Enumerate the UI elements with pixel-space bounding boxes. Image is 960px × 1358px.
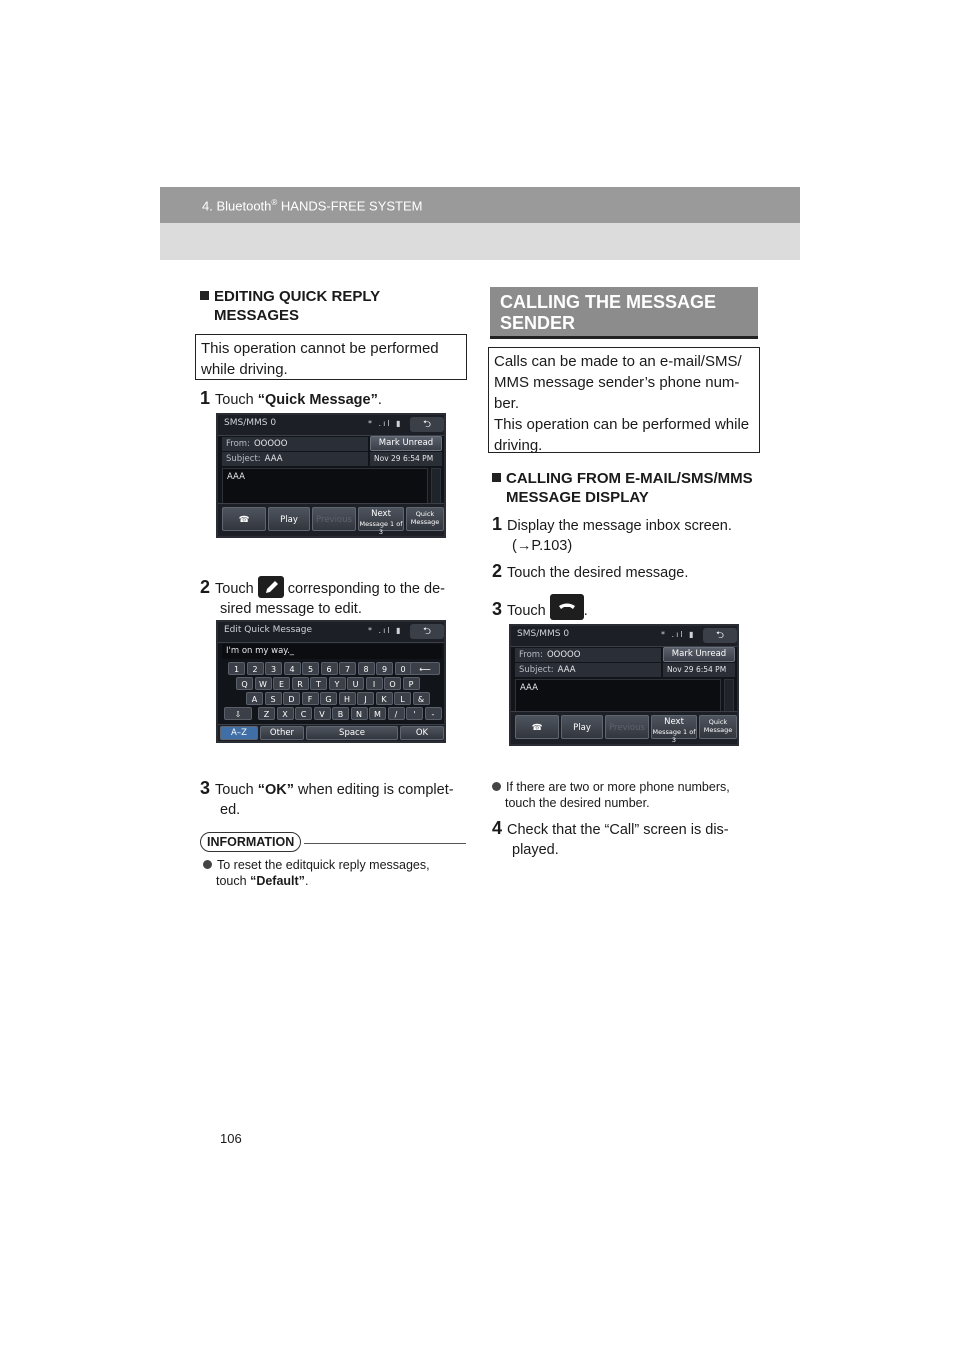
edit-quick-message-screen-image (216, 620, 446, 743)
phone-icon: ☎ (238, 515, 250, 525)
phone-icon (550, 594, 584, 620)
key-s[interactable]: S (265, 692, 282, 705)
header-band (160, 187, 800, 223)
shift-key[interactable]: ⇩ (224, 707, 252, 720)
key-f[interactable]: F (302, 692, 319, 705)
screen-title: SMS/MMS 0 (224, 418, 277, 428)
message-screen-image-right (509, 624, 739, 746)
square-bullet-icon (492, 473, 501, 482)
status-icons: * .ıl ▮ (368, 626, 403, 635)
key-ampersand[interactable]: & (413, 692, 430, 705)
key-0[interactable]: 0 (395, 662, 412, 675)
screen-title: Edit Quick Message (224, 625, 313, 635)
key-w[interactable]: W (255, 677, 272, 690)
play-button[interactable]: Play (561, 715, 603, 739)
step-3-right: 3 Touch . (492, 594, 760, 621)
other-button[interactable]: Other (260, 726, 304, 740)
call-button[interactable] (222, 507, 266, 531)
play-button[interactable]: Play (268, 507, 310, 531)
step-2-right: 2 Touch the desired message. (492, 561, 689, 581)
information-bullet: To reset the editquick reply messages, touch “Default”. (203, 857, 468, 889)
key-x[interactable]: X (277, 707, 294, 720)
back-button[interactable]: ⮌ (703, 628, 737, 643)
step-4-right: 4 Check that the “Call” screen is dis- played. (492, 818, 729, 858)
key-9[interactable]: 9 (376, 662, 393, 675)
key-m[interactable]: M (369, 707, 386, 720)
key-slash[interactable]: / (388, 707, 405, 720)
information-rule (304, 843, 466, 844)
date-field: Nov 29 6:54 PM (663, 663, 735, 677)
back-button[interactable]: ⮌ (410, 624, 444, 639)
key-p[interactable]: P (403, 677, 420, 690)
step-3-left: 3 Touch “OK” when editing is complet- ed. (200, 778, 454, 818)
subheading-calling-from-display: CALLING FROM E-MAIL/SMS/MMS MESSAGE DISPLAY (492, 469, 762, 507)
key-r[interactable]: R (292, 677, 309, 690)
section-heading: 4. Bluetooth® HANDS-FREE SYSTEM (202, 198, 423, 214)
mark-unread-button[interactable]: Mark Unread (663, 647, 735, 662)
previous-button[interactable]: Previous (605, 715, 649, 739)
key-n[interactable]: N (351, 707, 368, 720)
key-a[interactable]: A (246, 692, 263, 705)
key-z[interactable]: Z (258, 707, 275, 720)
note-box-driving: This operation cannot be performed while driving. (195, 334, 467, 380)
key-g[interactable]: G (320, 692, 337, 705)
page-number: 106 (220, 1131, 242, 1146)
square-bullet-icon (200, 291, 209, 300)
key-c[interactable]: C (295, 707, 312, 720)
bullet-icon (492, 782, 501, 791)
key-7[interactable]: 7 (339, 662, 356, 675)
bullet-multiple-numbers: If there are two or more phone numbers, touch the desired number. (492, 779, 760, 811)
back-button[interactable]: ⮌ (410, 417, 444, 432)
key-o[interactable]: O (384, 677, 401, 690)
section-title-calling-sender: CALLING THE MESSAGE SENDER (490, 287, 758, 339)
status-icons: * .ıl ▮ (661, 630, 696, 639)
key-d[interactable]: D (283, 692, 300, 705)
page-header (160, 187, 800, 260)
from-field: From: OOOOO (222, 437, 368, 451)
screen-title-bar (218, 622, 444, 643)
key-i[interactable]: I (366, 677, 383, 690)
message-screen-image (216, 413, 446, 538)
key-3[interactable]: 3 (265, 662, 282, 675)
bullet-icon (203, 860, 212, 869)
subheading-editing-quick-reply: EDITING QUICK REPLY MESSAGES (200, 287, 470, 325)
key-y[interactable]: Y (329, 677, 346, 690)
key-h[interactable]: H (339, 692, 356, 705)
from-field: From: OOOOO (515, 648, 661, 662)
step-1-left: 1 Touch “Quick Message”. (200, 388, 382, 408)
subject-field: Subject: AAA (222, 452, 368, 466)
key-2[interactable]: 2 (247, 662, 264, 675)
step-1-right: 1 Display the message inbox screen. (→P.103) (492, 514, 732, 554)
keyboard-toolbar (218, 724, 444, 741)
message-toolbar (218, 503, 444, 536)
a-z-button[interactable]: A–Z (220, 726, 258, 740)
mark-unread-button[interactable]: Mark Unread (370, 436, 442, 451)
key-b[interactable]: B (332, 707, 349, 720)
key-j[interactable]: J (357, 692, 374, 705)
key-5[interactable]: 5 (302, 662, 319, 675)
message-toolbar (511, 711, 737, 744)
key-8[interactable]: 8 (358, 662, 375, 675)
quick-message-button[interactable]: Quick Message (406, 507, 444, 531)
key-v[interactable]: V (314, 707, 331, 720)
next-button[interactable]: Next Message 1 of 3 (359, 509, 403, 536)
screen-title-bar (511, 626, 737, 647)
key-q[interactable]: Q (236, 677, 253, 690)
note-box-calls: Calls can be made to an e-mail/SMS/ MMS message sender’s phone num- ber. This operation can be performed while driving. (488, 347, 760, 453)
key-u[interactable]: U (347, 677, 364, 690)
key-6[interactable]: 6 (321, 662, 338, 675)
space-button[interactable]: Space (306, 726, 398, 740)
screen-title-bar (218, 415, 444, 436)
step-2-left: 2 Touch corresponding to the de- sired message to edit. (200, 577, 445, 617)
previous-button[interactable]: Previous (312, 507, 356, 531)
key-k[interactable]: K (376, 692, 393, 705)
pencil-icon (258, 576, 284, 598)
message-body: AAA (515, 679, 721, 717)
phone-icon: ☎ (531, 723, 543, 733)
message-body: AAA (222, 468, 428, 508)
key-4[interactable]: 4 (284, 662, 301, 675)
status-icons: * .ıl ▮ (368, 419, 403, 428)
key-e[interactable]: E (273, 677, 290, 690)
date-field: Nov 29 6:54 PM (370, 452, 442, 466)
screen-title: SMS/MMS 0 (517, 629, 570, 639)
quick-message-button[interactable]: Quick Message (699, 715, 737, 739)
ok-button[interactable]: OK (400, 726, 444, 740)
subject-field: Subject: AAA (515, 663, 661, 677)
key-dash[interactable]: - (425, 707, 442, 720)
key-1[interactable]: 1 (228, 662, 245, 675)
key-apostrophe[interactable]: ' (406, 707, 423, 720)
information-label: INFORMATION (200, 832, 301, 852)
key-l[interactable]: L (394, 692, 411, 705)
next-button[interactable]: Next Message 1 of 3 (652, 717, 696, 744)
message-input[interactable]: I'm on my way._ (222, 644, 442, 659)
key-t[interactable]: T (310, 677, 327, 690)
backspace-key[interactable]: ⟵ (410, 662, 440, 675)
call-button[interactable] (515, 715, 559, 739)
